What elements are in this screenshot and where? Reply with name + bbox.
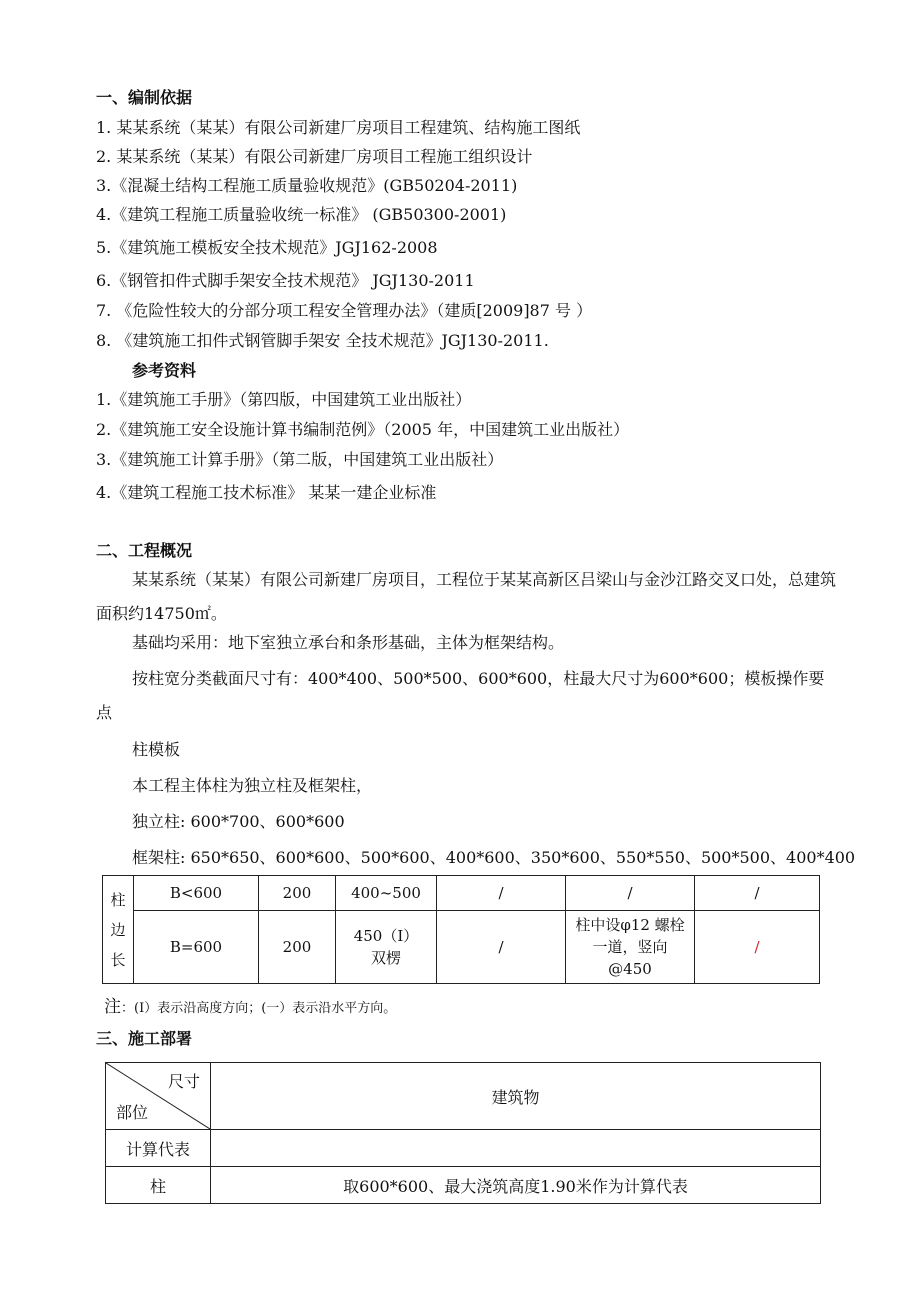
overview-paragraph: 基础均采用：地下室独立承台和条形基础，主体为框架结构。	[132, 633, 565, 652]
row-value-cell: 取600*600、最大浇筑高度1.90米作为计算代表	[211, 1167, 821, 1204]
table-cell: /	[695, 876, 820, 911]
basis-item: 8. 《建筑施工扣件式钢管脚手架安 全技术规范》JGJ130-2011.	[96, 331, 549, 350]
table-cell: /	[566, 876, 695, 911]
side-label-char: 边	[110, 920, 126, 939]
table-row	[106, 1063, 821, 1130]
table-cell: /	[437, 876, 566, 911]
basis-item: 6.《钢管扣件式脚手架安全技术规范》 JGJ130-2011	[96, 271, 475, 290]
overview-paragraph: 独立柱: 600*700、600*600	[132, 812, 345, 831]
side-label-cell	[103, 876, 134, 984]
table-cell: B=600	[134, 911, 259, 984]
header-building-cell: 建筑物	[211, 1063, 821, 1130]
side-label-char: 长	[110, 950, 126, 969]
basis-item: 3.《混凝土结构工程施工质量验收规范》(GB50204-2011)	[96, 176, 518, 195]
table-cell: /	[437, 911, 566, 984]
overview-paragraph: 某某系统（某某）有限公司新建厂房项目，工程位于某某高新区吕梁山与金沙江路交叉口处，总建筑面积约14750㎡。	[96, 570, 837, 623]
basis-item: 4.《建筑工程施工质量验收统一标准》 (GB50300-2001)	[96, 205, 507, 224]
overview-paragraph: 框架柱: 650*650、600*600、500*600、400*600、350*600、550*550、500*500、400*400	[132, 848, 856, 867]
table-cell: 200	[259, 911, 336, 984]
basis-item: 2. 某某系统（某某）有限公司新建厂房项目工程施工组织设计	[96, 147, 533, 166]
diagonal-header-cell	[106, 1063, 211, 1130]
table-note	[104, 992, 396, 1017]
table-cell: 200	[259, 876, 336, 911]
overview-paragraph: 柱模板	[132, 740, 181, 759]
row-label-cell: 计算代表	[106, 1130, 211, 1167]
table-cell: 400~500	[336, 876, 437, 911]
note-prefix: 注	[104, 997, 121, 1017]
column-spec-table	[102, 875, 820, 984]
reference-item: 2.《建筑施工安全设施计算书编制范例》（2005 年，中国建筑工业出版社）	[96, 420, 630, 439]
basis-item: 1. 某某系统（某某）有限公司新建厂房项目工程建筑、结构施工图纸	[96, 118, 581, 137]
overview-paragraph: 按柱宽分类截面尺寸有：400*400、500*500、600*600，柱最大尺寸为600*600；模板操作要点	[96, 669, 825, 722]
row-value-cell	[211, 1130, 821, 1167]
table-row	[103, 876, 820, 911]
table-cell: B<600	[134, 876, 259, 911]
row-label-cell: 柱	[106, 1167, 211, 1204]
section-heading-basis: 一、编制依据	[96, 88, 193, 107]
header-size-label: 尺寸	[167, 1072, 200, 1091]
table-cell: /	[695, 911, 820, 984]
table-row	[106, 1167, 821, 1204]
section-heading-overview: 二、工程概况	[96, 541, 193, 560]
side-label-char: 柱	[110, 890, 126, 909]
deployment-table	[105, 1062, 821, 1204]
table-cell: 柱中设φ12 螺栓一道，竖向@450	[566, 911, 695, 984]
note-text: ：(I）表示沿高度方向；(一）表示沿水平方向。	[121, 1001, 397, 1016]
overview-paragraph: 本工程主体柱为独立柱及框架柱，	[132, 776, 373, 795]
reference-item: 3.《建筑施工计算手册》（第二版，中国建筑工业出版社）	[96, 450, 504, 469]
basis-item: 5.《建筑施工模板安全技术规范》JGJ162-2008	[96, 238, 438, 257]
basis-item: 7. 《危险性较大的分部分项工程安全管理办法》（建质[2009]87 号 ）	[96, 301, 593, 320]
table-row	[103, 911, 820, 984]
section-heading-deployment: 三、施工部署	[96, 1029, 193, 1048]
header-position-label: 部位	[116, 1103, 149, 1122]
reference-item: 1.《建筑施工手册》（第四版，中国建筑工业出版社）	[96, 390, 472, 409]
table-cell: 450（I） 双楞	[336, 911, 437, 984]
table-row	[106, 1130, 821, 1167]
reference-heading: 参考资料	[132, 361, 197, 380]
reference-item: 4.《建筑工程施工技术标准》 某某一建企业标准	[96, 483, 437, 502]
